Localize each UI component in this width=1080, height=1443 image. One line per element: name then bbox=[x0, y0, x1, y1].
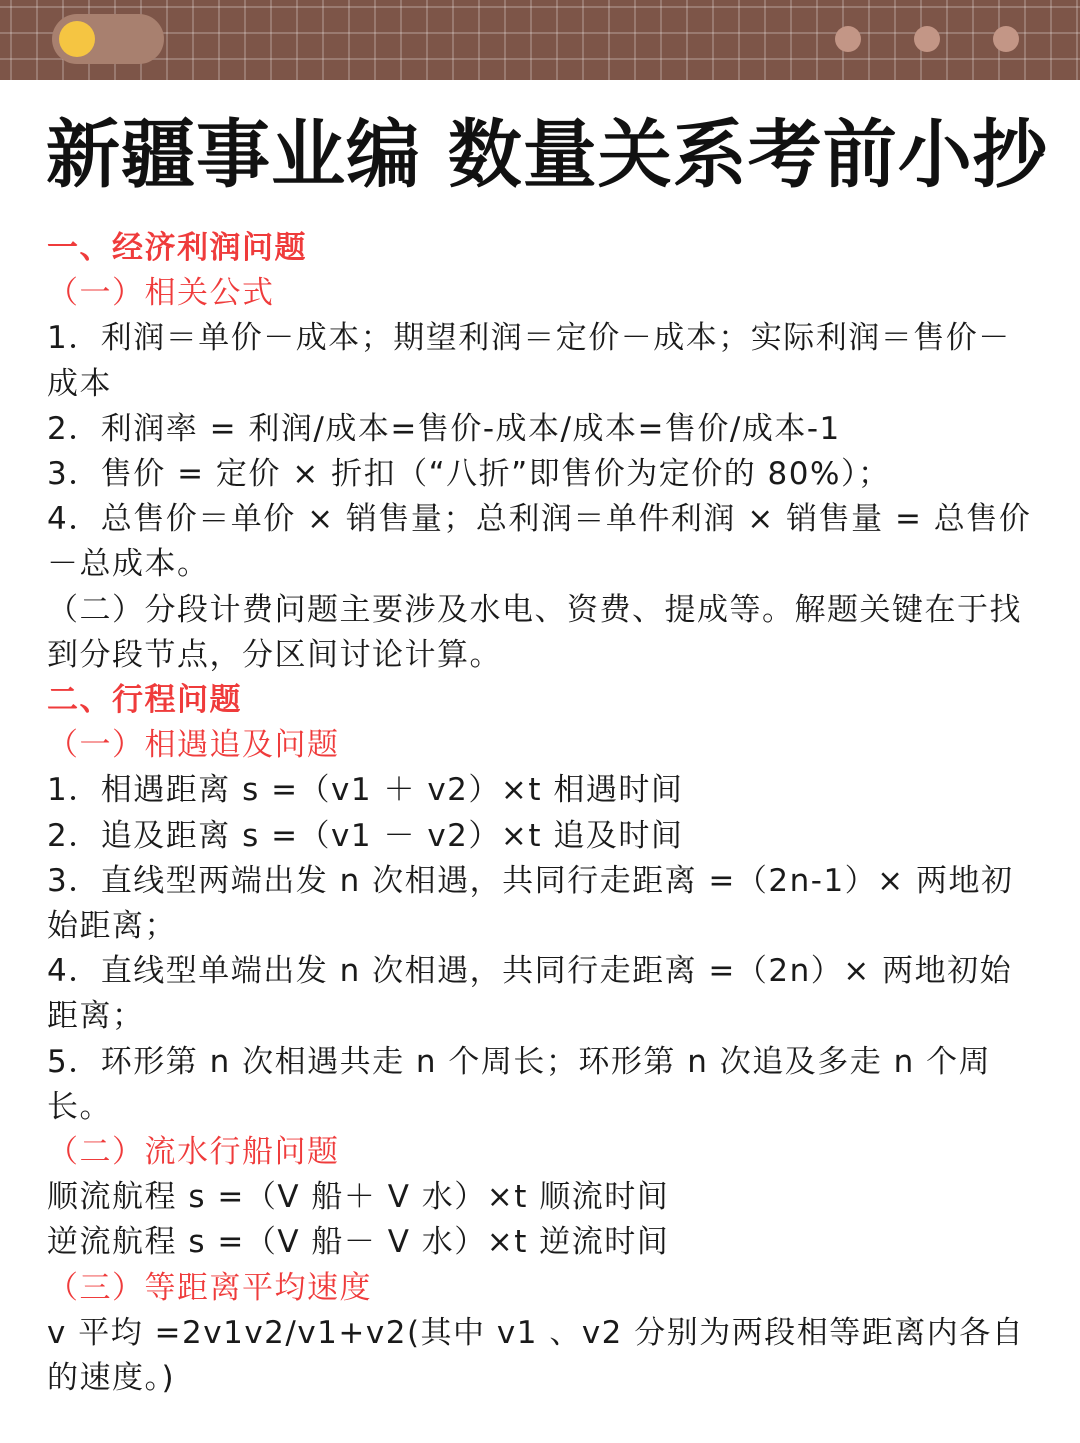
dot-icon bbox=[835, 26, 861, 52]
note-line: 顺流航程 s =（V 船＋ V 水）×t 顺流时间 bbox=[47, 1179, 670, 1216]
dot-icon bbox=[914, 26, 940, 52]
note-line: 4．直线型单端出发 n 次相遇，共同行走距离 =（2n）× 两地初始距离； bbox=[47, 953, 1013, 1035]
note-line: 4．总售价＝单价 × 销售量；总利润＝单件利润 × 销售量 = 总售价－总成本。 bbox=[47, 501, 1032, 583]
toggle-knob bbox=[59, 21, 95, 57]
subsection-heading: （二）流水行船问题 bbox=[47, 1134, 340, 1171]
dot-icon bbox=[993, 26, 1019, 52]
subsection-heading: （三）等距离平均速度 bbox=[47, 1269, 372, 1306]
note-line: 2．利润率 = 利润/成本=售价-成本/成本=售价/成本-1 bbox=[47, 410, 841, 447]
section-heading: 一、经济利润问题 bbox=[47, 230, 307, 266]
subsection-heading: （一）相遇追及问题 bbox=[47, 727, 340, 764]
toggle-switch-icon bbox=[52, 14, 164, 64]
note-line: （二）分段计费问题主要涉及水电、资费、提成等。解题关键在于找到分段节点，分区间讨论计算。 bbox=[47, 591, 1022, 673]
note-line: 3．售价 = 定价 × 折扣（“八折”即售价为定价的 80%）； bbox=[47, 456, 891, 493]
subsection-heading: （一）相关公式 bbox=[47, 275, 275, 312]
note-line: 2．追及距离 s =（v1 － v2）×t 追及时间 bbox=[47, 817, 684, 854]
note-line: v 平均 =2v1v2/v1+v2(其中 v1 、v2 分别为两段相等距离内各自的速度。) bbox=[47, 1314, 1025, 1397]
note-line: 逆流航程 s =（V 船－ V 水）×t 逆流时间 bbox=[47, 1224, 670, 1261]
page-title: 新疆事业编 数量关系考前小抄 bbox=[46, 112, 1048, 198]
notes-body bbox=[47, 226, 1037, 1401]
note-line: 5．环形第 n 次相遇共走 n 个周长；环形第 n 次追及多走 n 个周长。 bbox=[47, 1043, 992, 1125]
note-line: 1．相遇距离 s =（v1 ＋ v2）×t 相遇时间 bbox=[47, 772, 684, 809]
note-line: 1．利润＝单价－成本；期望利润＝定价－成本；实际利润＝售价－成本 bbox=[47, 320, 1011, 402]
top-banner bbox=[0, 0, 1080, 80]
note-line: 3．直线型两端出发 n 次相遇，共同行走距离 =（2n-1）× 两地初始距离； bbox=[47, 862, 1014, 945]
section-heading: 二、行程问题 bbox=[47, 682, 242, 719]
